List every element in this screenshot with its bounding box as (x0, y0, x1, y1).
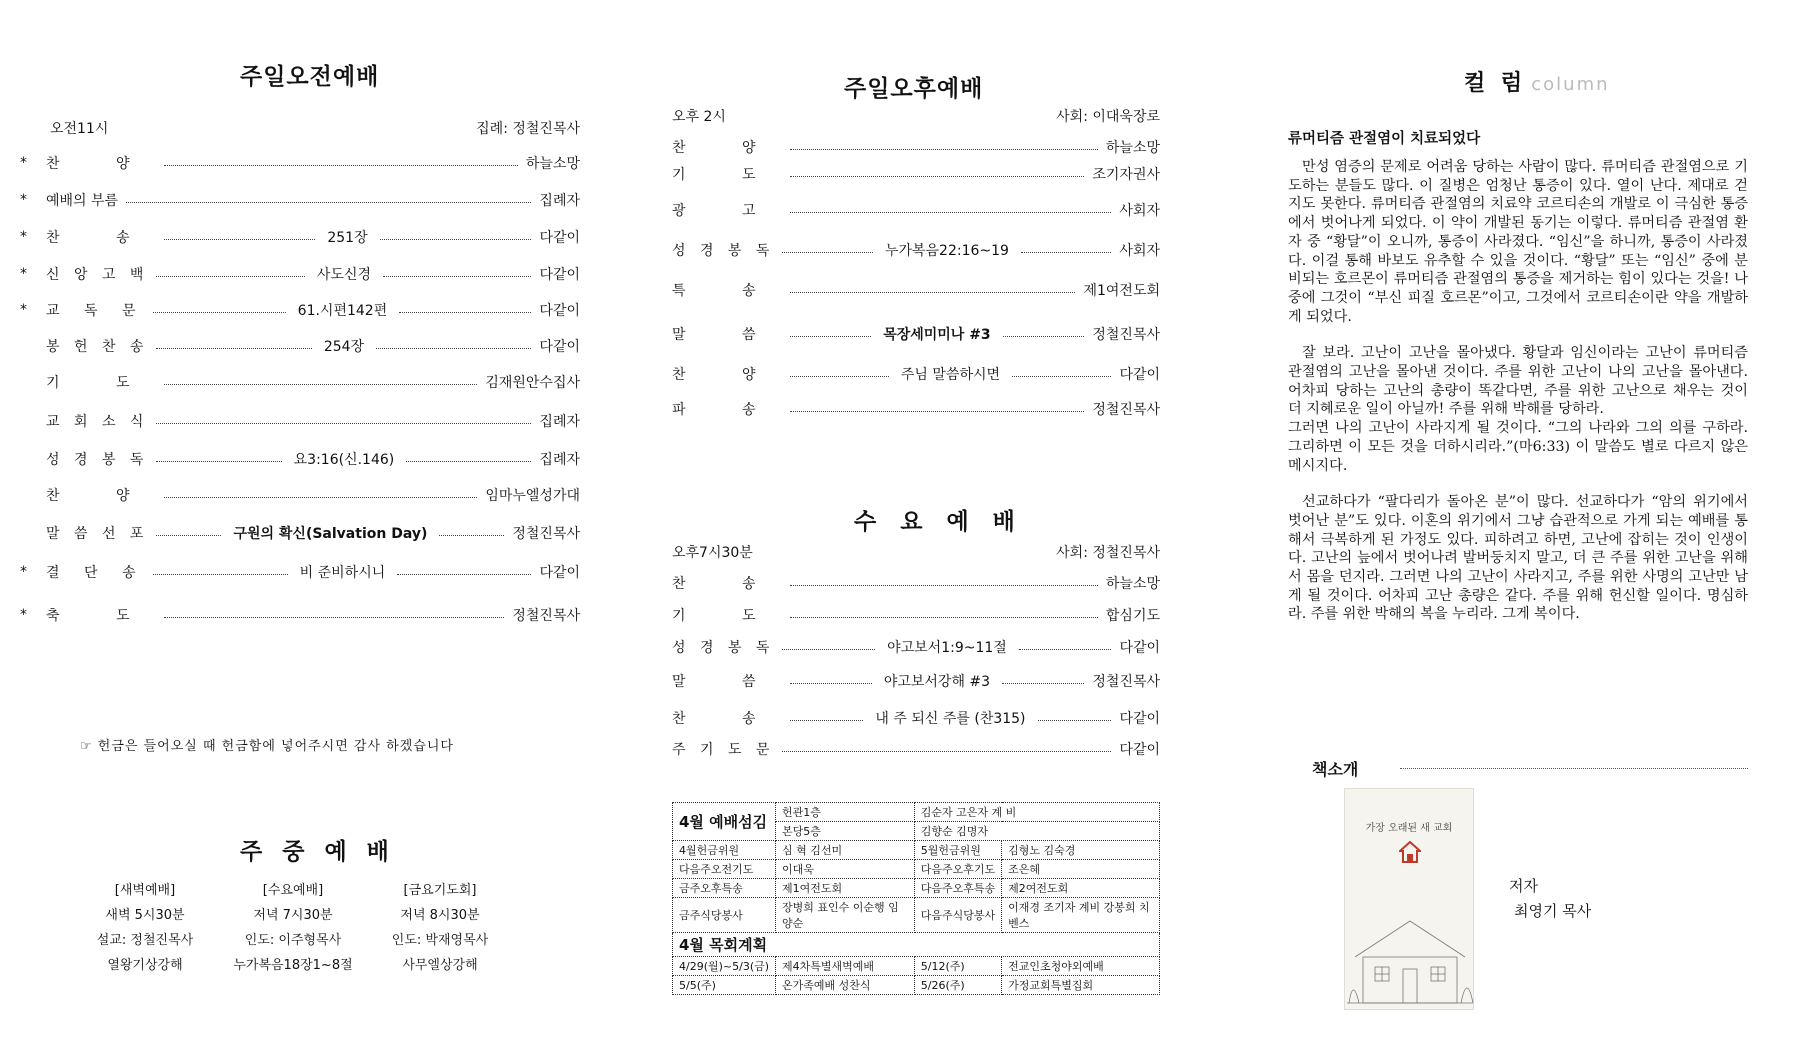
wednesday-order-row (672, 636, 1160, 658)
roster-cell: 김형노 김숙경 (1002, 841, 1160, 860)
dot-leader (782, 751, 1111, 752)
order-label: 말 씀 선 포 (46, 526, 149, 542)
morning-order-row (20, 522, 580, 544)
order-label: 기 도 (672, 608, 782, 624)
order-responsible: 정철진목사 (512, 526, 580, 542)
order-responsible: 다같이 (539, 303, 580, 319)
order-detail: 야고보서강해 #3 (883, 674, 991, 690)
order-label: 특 송 (672, 283, 782, 299)
dot-leader (790, 149, 1098, 150)
morning-order-row (20, 189, 580, 211)
service-roster-table (672, 802, 1160, 995)
plan-cell: 온가족예배 성찬식 (776, 976, 915, 995)
roster-cell: 금주식당봉사 (673, 898, 776, 933)
order-label: 봉 헌 찬 송 (46, 339, 149, 355)
book-logo-icon (1399, 841, 1421, 863)
dot-leader (790, 176, 1085, 177)
order-label: 신 앙 고 백 (46, 267, 149, 283)
plan-cell: 전교인초청야외예배 (1002, 957, 1160, 976)
order-detail: 비 준비하시니 (299, 565, 386, 581)
dot-leader (156, 535, 221, 536)
standing-mark: * (20, 155, 27, 171)
morning-order-row (20, 561, 580, 583)
order-detail: 254장 (323, 339, 365, 355)
dot-leader (156, 423, 531, 424)
order-label: 성 경 봉 독 (46, 452, 149, 468)
roster-cell: 제2여전도회 (1002, 879, 1160, 898)
order-responsible: 사회자 (1119, 243, 1160, 259)
order-label: 파 송 (672, 402, 782, 418)
order-responsible: 다같이 (1119, 742, 1160, 758)
order-responsible: 다같이 (539, 565, 581, 581)
order-label: 말 씀 (672, 327, 782, 343)
wednesday-order-row (672, 572, 1160, 594)
column-section (1288, 0, 1748, 1039)
order-label: 말 씀 (672, 674, 782, 690)
morning-service-title: 주일오전예배 (240, 64, 380, 90)
dot-leader (153, 312, 285, 313)
plan-cell: 4/29(월)~5/3(금) (673, 957, 776, 976)
plan-cell: 5/26(주) (914, 976, 1001, 995)
dot-leader (782, 252, 872, 253)
order-responsible: 정철진목사 (1092, 327, 1160, 343)
dot-leader (790, 376, 889, 377)
order-label: 찬 양 (46, 156, 156, 172)
roster-cell: 다음주오후특송 (914, 879, 1001, 898)
roster-cell: 본당5층 (776, 822, 915, 841)
order-label: 교 회 소 식 (46, 414, 149, 430)
morning-order-row (20, 152, 580, 174)
morning-order-row (20, 371, 580, 393)
roster-cell: 심 혁 김선미 (776, 841, 915, 860)
book-cover-image (1344, 788, 1474, 1010)
dot-leader (376, 348, 531, 349)
order-responsible: 집례자 (539, 414, 580, 430)
dot-leader (164, 165, 518, 166)
order-label: 성 경 봉 독 (672, 640, 775, 656)
dot-leader (406, 461, 531, 462)
afternoon-leader: 사회: 이대욱장로 (1056, 109, 1160, 125)
afternoon-order-row (672, 136, 1160, 158)
dot-leader (383, 276, 531, 277)
column-paragraph: 선교하다가 “팔다리가 돌아온 분”이 많다. 선교하다가 “암의 위기에서 벗어난 분”도 있다. 이혼의 위기에서 그냥 습관적으로 가게 되는 예배를 통해서 극복하게 된 가정도 있다. 피하려고 하면, 고난에 잡히는 것이 인생이다. 고난의 늪에서 벗어나려 발버둥치지 말고, 더 큰 주를 위한 고난을 위해서 몸을 던지라. 그러면 나의 고난이 사라지고, 주를 위한 사명의 고난만 남게 될 것이다. 어차피 고난 총량은 같다. 주를 위해 헌신할 일이다. 명심하라. 주를 위한 박해의 복을 누리라. 그게 복이다. (1288, 494, 1748, 623)
order-responsible: 다같이 (1119, 640, 1161, 656)
standing-mark: * (20, 266, 27, 282)
order-label: 성 경 봉 독 (672, 243, 775, 259)
roster-row (673, 898, 1160, 933)
roster-cell: 장병희 표인수 이순행 임양순 (776, 898, 915, 933)
order-detail: 주님 말씀하시면 (900, 367, 1001, 383)
dot-leader (164, 617, 505, 618)
order-responsible: 김재원안수집사 (485, 375, 580, 391)
plan-row (673, 957, 1160, 976)
column-title-en: column (1531, 74, 1610, 95)
order-responsible: 정철진목사 (512, 608, 580, 624)
order-responsible: 정철진목사 (1092, 674, 1161, 690)
column-headline: 류머티즘 관절염이 치료되었다 (1288, 130, 1481, 147)
afternoon-header-row (672, 105, 1160, 127)
author-label: 저자 (1509, 877, 1538, 895)
dot-leader (1012, 376, 1111, 377)
order-label: 찬 양 (672, 367, 782, 383)
weekday-service-heading: [수요예배] (262, 883, 324, 898)
order-label: 예배의 부름 (46, 193, 119, 209)
dot-leader (1038, 720, 1112, 721)
order-detail: 구원의 확신(Salvation Day) (233, 526, 428, 542)
dot-leader (153, 574, 287, 575)
order-label: 찬 양 (46, 488, 156, 504)
order-responsible: 다같이 (539, 267, 581, 283)
order-detail: 사도신경 (316, 267, 371, 283)
order-responsible: 하늘소망 (525, 156, 580, 172)
morning-order-row (20, 448, 580, 470)
weekday-service-detail: 새벽 5시30분 (105, 908, 185, 923)
order-responsible: 집례자 (539, 193, 580, 209)
weekday-service-detail: 인도: 이주형목사 (244, 933, 342, 948)
roster-cell: 이대욱 (776, 860, 915, 879)
dot-leader (439, 535, 504, 536)
column-paragraph: 만성 염증의 문제로 어려움 당하는 사람이 많다. 류머티즘 관절염으로 기도하는 분들도 많다. 이 질병은 엄청난 통증이 있다. 열이 난다. 제대로 걷지도 못한다. 류머티즘 관절염의 치료약 코르티손의 개발로 이 극심한 통증에서 벗어나게 되었다. 이 약이 개발된 동기는 이렇다. 류머티즘 관절염 환자 중 “황달”이 오니까, 통증이 사라졌다. “임신”을 하니까, 통증이 사라졌다. 이걸 통해 바보도 유추할 수 있을 것이다. “황달” 또는 “임신” 중에 분비되는 호르몬이 류머티즘 관절염의 통증을 제거하는 힘이 있다는 것을! 나중에 그것이 “부신 피질 호르몬”이고, 그것에서 코르티손이란 약을 개발하게 되었다. (1288, 159, 1748, 325)
morning-order-row (20, 604, 580, 626)
afternoon-order-row (672, 279, 1160, 301)
wednesday-order-row (672, 604, 1160, 626)
dot-leader (790, 336, 872, 337)
afternoon-order-row (672, 239, 1160, 261)
dot-leader (399, 312, 531, 313)
weekday-service-detail: 설교: 정철진목사 (96, 933, 194, 948)
column-paragraph: 그러면 나의 고난이 사라지게 될 것이다. “그의 나라와 그의 의를 구하라. 그리하면 이 모든 것을 더하시리라.”(마6:33) 이 말씀도 별로 다르지 않은 메시지다. (1288, 420, 1748, 474)
plan-heading: 4월 목회계획 (673, 933, 1160, 957)
weekday-service-heading: [새벽예배] (114, 883, 176, 898)
dot-leader (1021, 252, 1111, 253)
standing-mark: * (20, 607, 27, 623)
roster-row (673, 860, 1160, 879)
standing-mark: * (20, 229, 27, 245)
column-body (1288, 158, 1748, 624)
dot-leader (790, 212, 1112, 213)
plan-cell: 가정교회특별집회 (1002, 976, 1160, 995)
roster-cell: 다음주오전기도 (673, 860, 776, 879)
weekday-service-column (228, 878, 358, 978)
dot-leader (164, 384, 478, 385)
order-responsible: 임마누엘성가대 (485, 488, 580, 504)
weekday-service-column (375, 878, 505, 978)
morning-order-row (20, 484, 580, 506)
morning-order-row (20, 226, 580, 248)
standing-mark: * (20, 302, 27, 318)
house-illustration-icon (1345, 907, 1475, 1011)
roster-cell: 금주오후특송 (673, 879, 776, 898)
roster-row (673, 879, 1160, 898)
order-responsible: 다같이 (1119, 367, 1161, 383)
dot-leader (164, 497, 478, 498)
dot-leader (790, 683, 872, 684)
order-detail: 251장 (327, 230, 368, 246)
dot-leader (126, 202, 531, 203)
plan-cell: 제4차특별새벽예배 (776, 957, 915, 976)
dot-leader (1019, 649, 1112, 650)
offering-note: ☞ 헌금은 들어오실 때 헌금함에 넣어주시면 감사 하겠습니다 (80, 739, 454, 754)
column-title: 컬 럼 (1464, 71, 1527, 96)
afternoon-order-row (672, 323, 1160, 345)
order-responsible: 하늘소망 (1105, 576, 1160, 592)
weekday-service-heading: [금요기도회] (403, 883, 477, 898)
morning-time: 오전11시 (50, 121, 109, 137)
dot-leader (156, 276, 304, 277)
book-intro-divider (1400, 768, 1748, 769)
wednesday-time: 오후7시30분 (672, 545, 753, 561)
wednesday-leader: 사회: 정철진목사 (1056, 545, 1160, 561)
morning-service-section (20, 0, 580, 1039)
order-label: 찬 송 (672, 576, 782, 592)
plan-cell: 5/12(주) (914, 957, 1001, 976)
roster-cell: 김순자 고은자 계 비 (914, 803, 1159, 822)
dot-leader (380, 239, 532, 240)
order-responsible: 다같이 (539, 339, 580, 355)
order-responsible: 사회자 (1119, 203, 1160, 219)
weekday-service-detail: 누가복음18장1~8절 (233, 958, 353, 973)
roster-cell: 4월헌금위원 (673, 841, 776, 860)
roster-cell: 헌관1층 (776, 803, 915, 822)
dot-leader (790, 617, 1098, 618)
roster-cell: 조은혜 (1002, 860, 1160, 879)
order-label: 교 독 문 (46, 303, 146, 319)
roster-cell: 다음주오후기도 (914, 860, 1001, 879)
roster-cell: 제1여전도회 (776, 879, 915, 898)
author-name: 최영기 목사 (1514, 902, 1592, 920)
afternoon-order-row (672, 398, 1160, 420)
order-responsible: 조기자권사 (1092, 167, 1160, 183)
order-responsible: 집례자 (539, 452, 580, 468)
dot-leader (397, 574, 531, 575)
dot-leader (1003, 336, 1085, 337)
book-intro-heading: 책소개 (1312, 760, 1359, 779)
afternoon-service-title: 주일오후예배 (844, 76, 984, 102)
wednesday-order-row (672, 707, 1160, 729)
afternoon-time: 오후 2시 (672, 109, 726, 125)
order-label: 주 기 도 문 (672, 742, 775, 758)
weekday-service-column (80, 878, 210, 978)
order-label: 광 고 (672, 203, 782, 219)
morning-header-row (20, 117, 580, 139)
standing-mark: * (20, 564, 27, 580)
dot-leader (156, 461, 281, 462)
dot-leader (790, 585, 1098, 586)
order-label: 결 단 송 (46, 565, 146, 581)
dot-leader (164, 239, 316, 240)
order-label: 찬 양 (672, 140, 782, 156)
plan-cell: 5/5(주) (673, 976, 776, 995)
morning-order-row (20, 335, 580, 357)
order-label: 축 도 (46, 608, 156, 624)
column-paragraph: 잘 보라. 고난이 고난을 몰아냈다. 황달과 임신이라는 고난이 류머티즘 관절염의 고난을 몰아낸 것이다. 주를 위한 고난이 나의 고난을 몰아낸다. 어차피 당하는 고난의 총량이 똑같다면, 주를 위한 고난으로 채우는 것이 더 지혜로운 일이 아닐까! 주를 위해 박해를 당하라. (1288, 345, 1748, 418)
dot-leader (790, 411, 1085, 412)
wednesday-service-title: 수 요 예 배 (854, 509, 1023, 535)
roster-row (673, 841, 1160, 860)
roster-cell: 이재경 조기자 계비 강봉희 치벤스 (1002, 898, 1160, 933)
order-detail: 61.시편142편 (297, 303, 388, 319)
plan-row (673, 976, 1160, 995)
weekday-service-detail: 열왕기상강해 (107, 958, 183, 973)
order-responsible: 정철진목사 (1092, 402, 1160, 418)
order-detail: 누가복음22:16~19 (884, 243, 1009, 259)
dot-leader (782, 649, 875, 650)
order-responsible: 합심기도 (1105, 608, 1160, 624)
afternoon-order-row (672, 163, 1160, 185)
order-responsible: 다같이 (539, 230, 581, 246)
order-responsible: 다같이 (1119, 711, 1161, 727)
order-detail: 목장세미미나 #3 (883, 327, 991, 343)
column-title-group (1464, 66, 1610, 97)
wednesday-order-row (672, 738, 1160, 760)
roster-heading: 4월 예배섬김 (673, 803, 776, 841)
dot-leader (790, 292, 1076, 293)
order-detail: 야고보서1:9~11절 (887, 640, 1007, 656)
afternoon-service-section (672, 0, 1160, 1039)
weekday-service-detail: 저녁 8시30분 (400, 908, 480, 923)
order-label: 기 도 (672, 167, 782, 183)
dot-leader (156, 348, 311, 349)
order-label: 찬 송 (672, 711, 782, 727)
morning-order-row (20, 410, 580, 432)
roster-cell: 다음주식당봉사 (914, 898, 1001, 933)
standing-mark: * (20, 192, 27, 208)
afternoon-order-row (672, 363, 1160, 385)
order-responsible: 제1여전도회 (1083, 283, 1160, 299)
order-label: 기 도 (46, 375, 156, 391)
dot-leader (1002, 683, 1084, 684)
wednesday-order-row (672, 670, 1160, 692)
roster-cell: 김향순 김명자 (914, 822, 1159, 841)
order-responsible: 하늘소망 (1105, 140, 1160, 156)
weekday-service-detail: 사무엘상강해 (402, 958, 478, 973)
morning-order-row (20, 263, 580, 285)
weekday-service-title: 주 중 예 배 (240, 839, 395, 865)
afternoon-order-row (672, 199, 1160, 221)
book-cover-title: 가장 오래된 새 교회 (1365, 823, 1453, 834)
order-label: 찬 송 (46, 230, 156, 246)
order-detail: 요3:16(신.146) (293, 452, 395, 468)
wednesday-header-row (672, 541, 1160, 563)
weekday-service-detail: 저녁 7시30분 (253, 908, 333, 923)
order-detail: 내 주 되신 주를 (찬315) (875, 711, 1026, 727)
weekday-service-detail: 인도: 박재영목사 (391, 933, 489, 948)
dot-leader (790, 720, 864, 721)
roster-cell: 5월헌금위원 (914, 841, 1001, 860)
morning-leader: 집례: 정철진목사 (476, 121, 580, 137)
morning-order-row (20, 299, 580, 321)
